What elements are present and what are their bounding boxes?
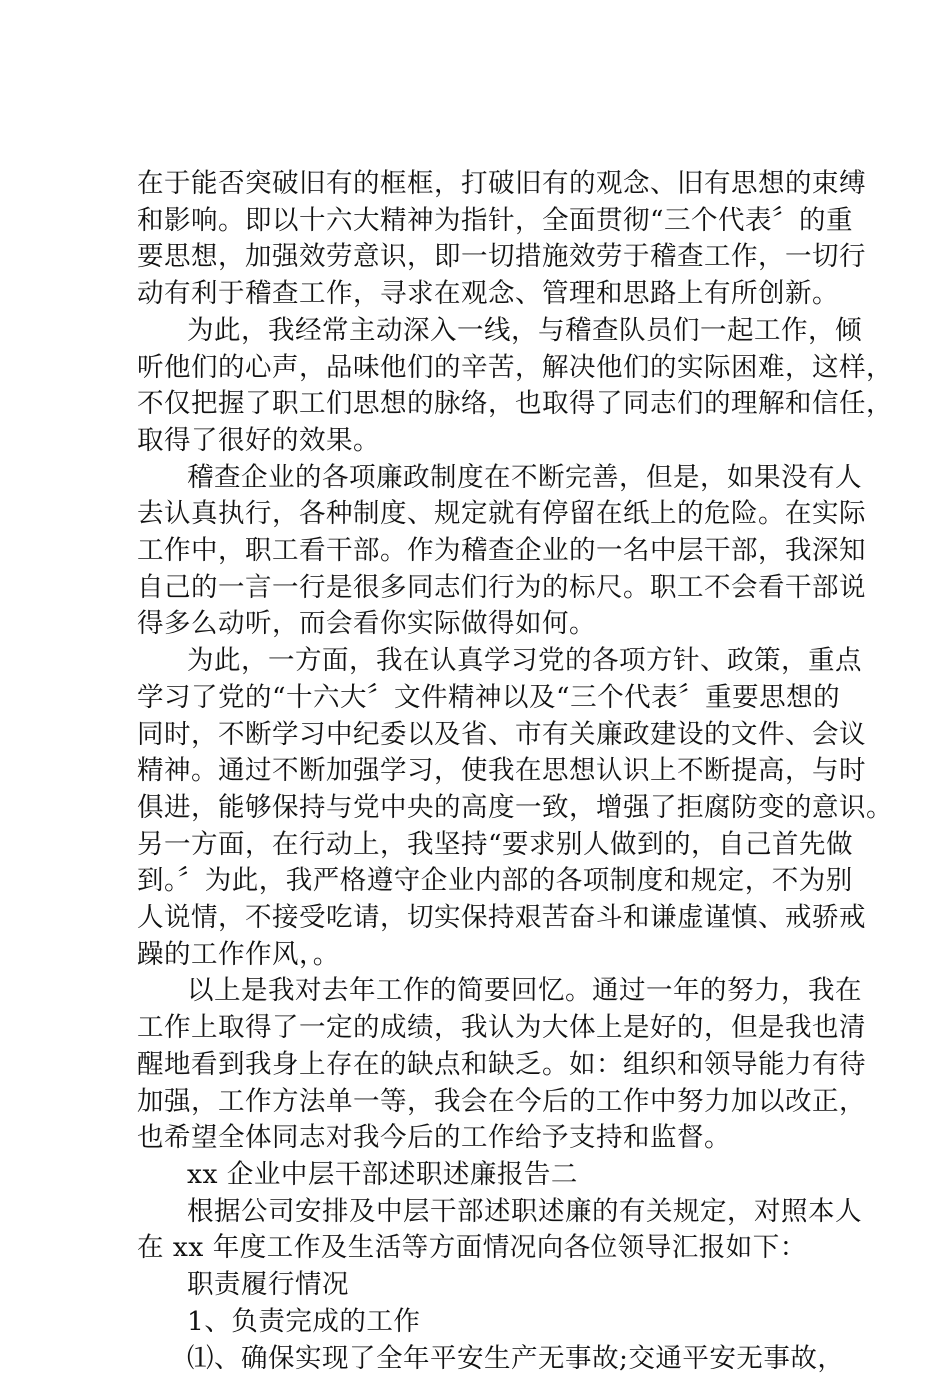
text-line: 学习了党的“十六大〞文件精神以及“三个代表〞重要思想的 <box>137 680 827 717</box>
text-line: 在于能否突破旧有的框框，打破旧有的观念、旧有思想的束缚 <box>137 166 827 203</box>
text-line: 1、负责完成的工作 <box>137 1304 827 1341</box>
text-line: 稽查企业的各项廉政制度在不断完善，但是，如果没有人 <box>137 460 827 497</box>
text-line: 得多么动听，而会看你实际做得如何。 <box>137 606 827 643</box>
text-line: 职责履行情况 <box>137 1267 827 1304</box>
text-line: 去认真执行，各种制度、规定就有停留在纸上的危险。在实际 <box>137 496 827 533</box>
text-line: 为此，一方面，我在认真学习党的各项方针、政策，重点 <box>137 643 827 680</box>
text-line: 要思想，加强效劳意识，即一切措施效劳于稽查工作，一切行 <box>137 239 827 276</box>
text-line: 精神。通过不断加强学习，使我在思想认识上不断提高，与时 <box>137 753 827 790</box>
text-line: 动有利于稽查工作，寻求在观念、管理和思路上有所创新。 <box>137 276 827 313</box>
text-line: 以上是我对去年工作的简要回忆。通过一年的努力，我在 <box>137 973 827 1010</box>
text-line: 另一方面，在行动上，我坚持“要求别人做到的，自己首先做 <box>137 827 827 864</box>
text-line: 根据公司安排及中层干部述职述廉的有关规定，对照本人 <box>137 1194 827 1231</box>
text-line: 自己的一言一行是很多同志们行为的标尺。职工不会看干部说 <box>137 570 827 607</box>
text-line: 工作上取得了一定的成绩，我认为大体上是好的，但是我也清 <box>137 1010 827 1047</box>
text-line: ⑴、确保实现了全年平安生产无事故;交通平安无事故， <box>137 1341 827 1377</box>
document-body <box>137 166 827 1377</box>
text-line: 人说情，不接受吃请，切实保持艰苦奋斗和谦虚谨慎、戒骄戒 <box>137 900 827 937</box>
text-line: 俱进，能够保持与党中央的高度一致，增强了拒腐防变的意识。 <box>137 790 827 827</box>
text-line: 躁的工作作风，。 <box>137 937 827 974</box>
text-line: 不仅把握了职工们思想的脉络，也取得了同志们的理解和信任， <box>137 386 827 423</box>
text-line: 在 xx 年度工作及生活等方面情况向各位领导汇报如下： <box>137 1230 827 1267</box>
text-line: 醒地看到我身上存在的缺点和缺乏。如：组织和领导能力有待 <box>137 1047 827 1084</box>
text-line: 和影响。即以十六大精神为指针，全面贯彻“三个代表〞的重 <box>137 203 827 240</box>
text-line: 到。〞为此，我严格遵守企业内部的各项制度和规定，不为别 <box>137 863 827 900</box>
text-line: 工作中，职工看干部。作为稽查企业的一名中层干部，我深知 <box>137 533 827 570</box>
text-line: 取得了很好的效果。 <box>137 423 827 460</box>
text-line: 为此，我经常主动深入一线，与稽查队员们一起工作，倾 <box>137 313 827 350</box>
text-line: 加强，工作方法单一等，我会在今后的工作中努力加以改正， <box>137 1084 827 1121</box>
text-line: 听他们的心声，品味他们的辛苦，解决他们的实际困难，这样， <box>137 350 827 387</box>
text-line: 也希望全体同志对我今后的工作给予支持和监督。 <box>137 1120 827 1157</box>
text-line: xx 企业中层干部述职述廉报告二 <box>137 1157 827 1194</box>
text-line: 同时，不断学习中纪委以及省、市有关廉政建设的文件、会议 <box>137 717 827 754</box>
